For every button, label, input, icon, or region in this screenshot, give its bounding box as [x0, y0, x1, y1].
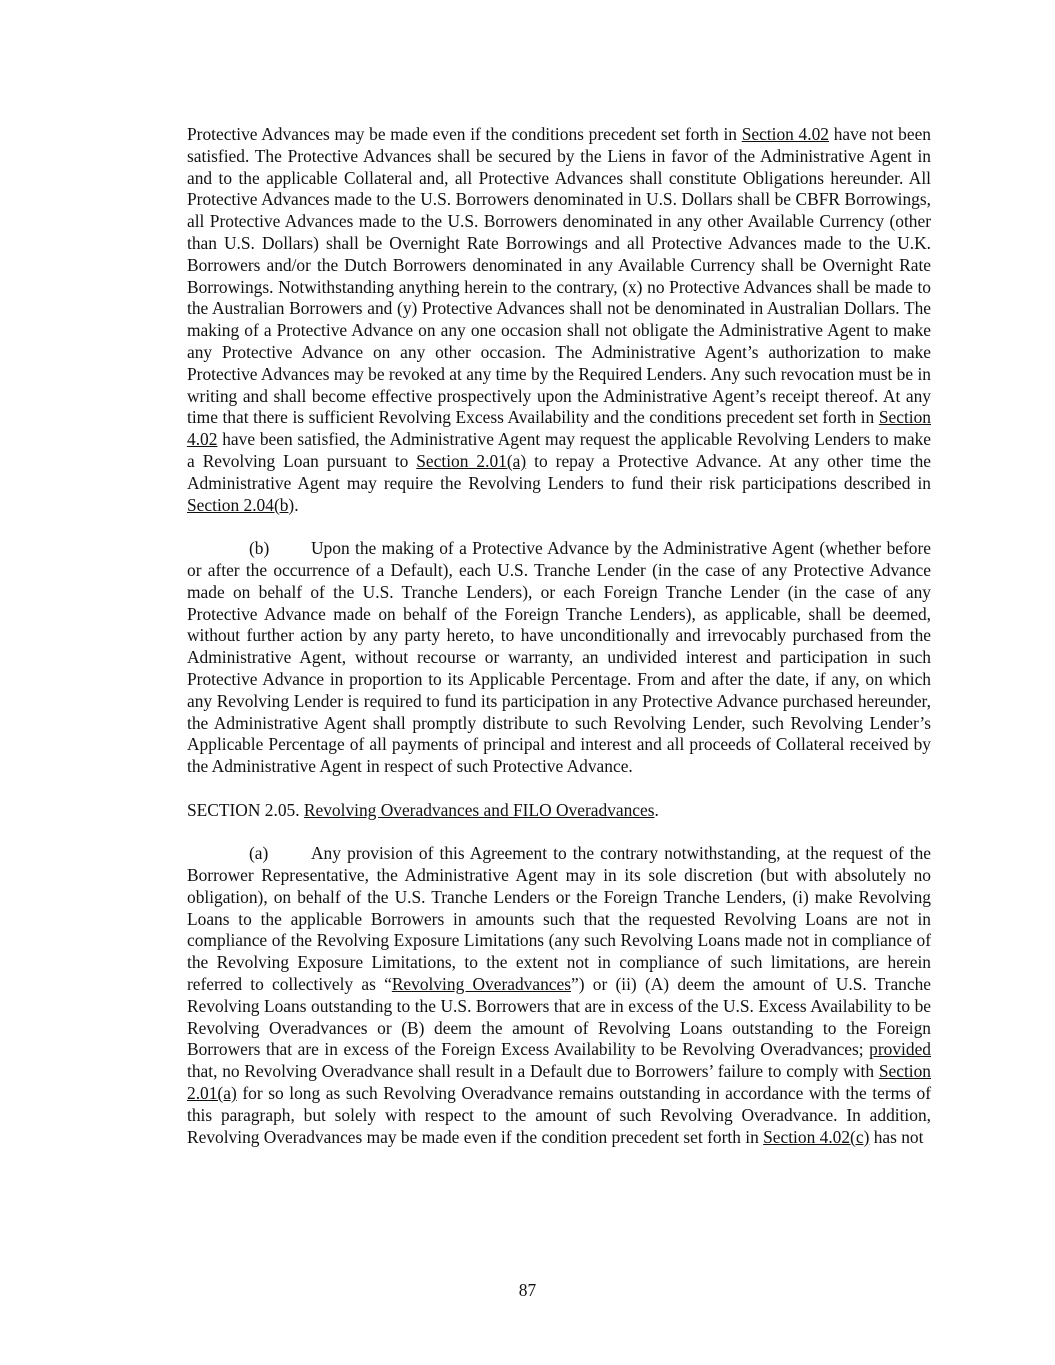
section-reference: Section 2.01(a)	[416, 450, 527, 471]
document-page	[187, 124, 931, 1148]
paragraph-a	[187, 843, 931, 1148]
section-title: Revolving Overadvances and FILO Overadvances	[303, 799, 655, 820]
text-run: Any provision of this Agreement to the contrary notwithstanding, at the request of the Borrower Representative, the Administrative Agent may in its sole discretion (but with absolutely no obligation), on behalf of the U.S. Tranche Lenders or the Foreign Tranche Lenders, (i) make Revolving Loans to the applicable Borrowers in amounts such that the requested Revolving Loans are not in compliance of the Revolving Exposure Limitations (any such Revolving Loans made not in compliance of the Revolving Exposure Limitations, to the extent not in compliance of such limitations, are herein referred to collectively as “	[187, 843, 931, 995]
text-run: ”) or (ii) (A) deem the amount of U.S. Tranche Revolving Loans outstanding to the U.S. Borrowers that are in excess of the U.S. Excess Availability to be Revolving Overadvances or (B) deem the amount of Revolving Loans outstanding to the Foreign Borrowers that are in excess of the Foreign Excess Availability to be Revolving Overadvances;	[187, 974, 931, 1060]
text-run: Upon the making of a Protective Advance by the Administrative Agent (whether before or after the occurrence of a Default), each U.S. Tranche Lender (in the case of any Protective Advance made on behalf of the U.S. Tranche Lenders), or each Foreign Tranche Lender (in the case of any Protective Advance made on behalf of the Foreign Tranche Lenders), as applicable, shall be deemed, without further action by any party hereto, to have unconditionally and irrevocably purchased from the Administrative Agent, without recourse or warranty, an undivided interest and participation in such Protective Advance in proportion to its Applicable Percentage. From and after the date, if any, on which any Revolving Lender is required to fund its participation in any Protective Advance purchased hereunder, the Administrative Agent shall promptly distribute to such Revolving Lender, such Revolving Lender’s Applicable Percentage of all payments of principal and interest and all proceeds of Collateral received by the Administrative Agent in respect of such Protective Advance.	[187, 538, 931, 777]
text-run: has not	[869, 1126, 924, 1147]
section-reference: Section 4.02	[187, 407, 931, 450]
text-run: for so long as such Revolving Overadvance remains outstanding in accordance with the terms of this paragraph, but solely with respect to the amount of such Revolving Overadvance. In addition, Revolving Overadvances may be made even if the condition precedent set forth in	[187, 1083, 931, 1147]
text-run: that, no Revolving Overadvance shall result in a Default due to Borrowers’ failure to comply with	[187, 1061, 879, 1082]
section-reference: Section 2.01(a)	[187, 1061, 931, 1104]
text-run: have been satisfied, the Administrative Agent may request the applicable Revolving Lenders to make a Revolving Loan pursuant to	[187, 429, 931, 471]
section-label: SECTION 2.05.	[187, 799, 304, 820]
text-run: Protective Advances may be made even if the conditions precedent set forth in	[187, 124, 742, 144]
text-run: .	[654, 799, 659, 820]
paragraph-number: (a)	[249, 843, 269, 864]
section-heading	[187, 800, 931, 822]
text-run: to repay a Protective Advance. At any other time the Administrative Agent may require the Revolving Lenders to fund their risk participations described in	[187, 450, 931, 493]
paragraph-protective-advances	[187, 124, 931, 516]
section-reference: Section 2.04(b)	[187, 494, 295, 515]
text-run: have not been satisfied. The Protective Advances shall be secured by the Liens in favor of the Administrative Agent in and to the applicable Collateral and, all Protective Advances shall constitute Obligations hereunder. All Protective Advances made to the U.S. Borrowers denominated in U.S. Dollars shall be CBFR Borrowings, all Protective Advances made to the U.S. Borrowers denominated in any other Available Currency (other than U.S. Dollars) shall be Overnight Rate Borrowings and all Protective Advances made to the U.K. Borrowers and/or the Dutch Borrowers denominated in any Available Currency shall be Overnight Rate Borrowings. Notwithstanding anything herein to the contrary, (x) no Protective Advances shall be made to the Australian Borrowers and (y) Protective Advances shall not be denominated in Australian Dollars. The making of a Protective Advance on any one occasion shall not obligate the Administrative Agent to make any Protective Advance on any other occasion. The Administrative Agent’s authorization to make Protective Advances may be revoked at any time by the Required Lenders. Any such revocation must be in writing and shall become effective prospectively upon the Administrative Agent’s receipt thereof. At any time that there is sufficient Revolving Excess Availability and the conditions precedent set forth in	[187, 124, 931, 428]
section-reference: Section 4.02(c)	[763, 1126, 870, 1147]
defined-term: provided	[869, 1039, 931, 1060]
paragraph-number: (b)	[249, 538, 270, 559]
text-run: .	[294, 494, 299, 515]
defined-term: Revolving Overadvances	[391, 974, 571, 995]
page-number: 87	[518, 1280, 537, 1300]
section-reference: Section 4.02	[741, 124, 829, 144]
paragraph-b	[187, 538, 931, 778]
